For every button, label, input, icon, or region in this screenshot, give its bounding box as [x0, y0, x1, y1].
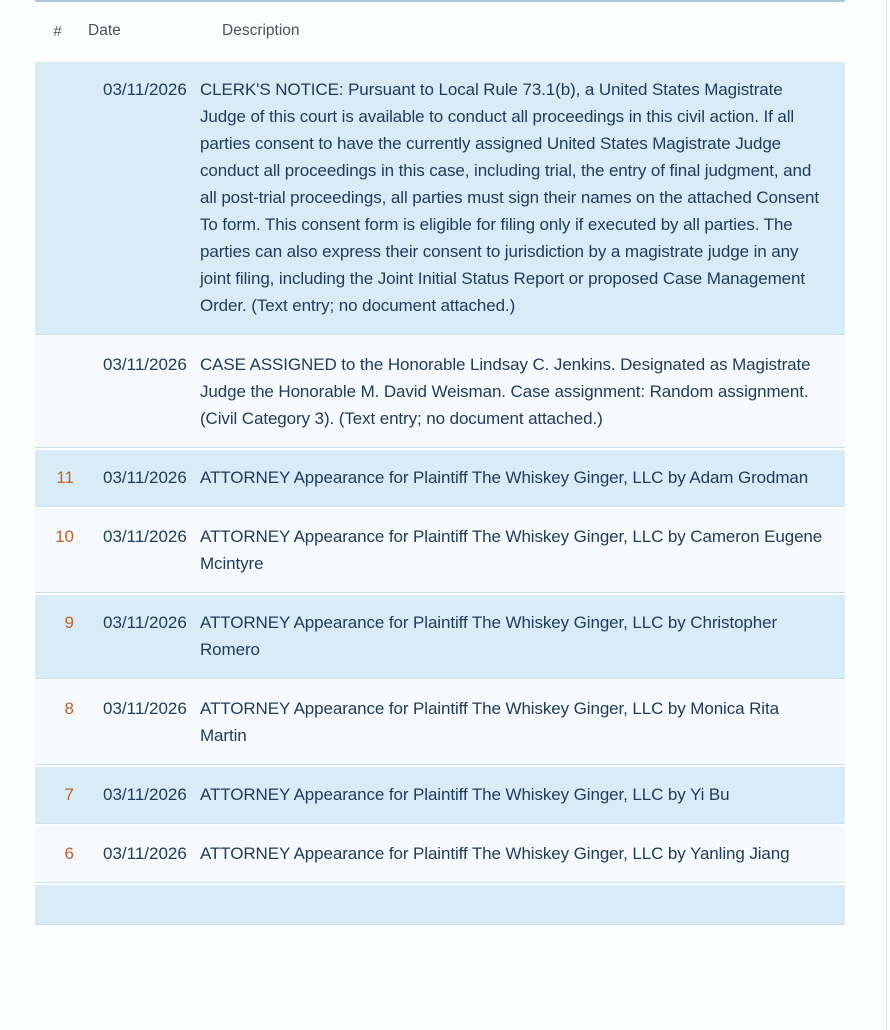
document-number-link[interactable]: 6: [64, 844, 74, 863]
entry-description: CLERK'S NOTICE: Pursuant to Local Rule 73.1(b), a United States Magistrate Judge of this court is available to conduct all proceedings in this civil action. If all parties consent to have the currently assigned United States Magistrate Judge conduct all proceedings in this case, including trial, the entry of final judgment, and all post-trial proceedings, all parties must sign their names on the attached Consent To form. This consent form is eligible for filing only if executed by all parties. The parties can also express their consent to jurisdiction by a magistrate judge in any joint filing, including the Joint Initial Status Report or proposed Case Management Order. (Text entry; no document attached.): [200, 80, 819, 315]
table-row: [35, 337, 845, 448]
table-row: [35, 767, 845, 824]
column-header-date: Date: [88, 22, 121, 39]
table-row: [35, 450, 845, 507]
entry-description: ATTORNEY Appearance for Plaintiff The Whiskey Ginger, LLC by Yanling Jiang: [200, 844, 790, 863]
entry-date: 03/11/2026: [103, 468, 187, 487]
page-right-border: [886, 0, 887, 1030]
docket-entries-table: [35, 0, 845, 927]
entry-date: 03/11/2026: [103, 844, 187, 863]
entry-date: 03/11/2026: [103, 527, 187, 546]
document-number-link[interactable]: 7: [64, 785, 74, 804]
entry-date: 03/11/2026: [103, 699, 187, 718]
table-row: [35, 681, 845, 765]
document-number-link[interactable]: 11: [56, 468, 74, 487]
document-number-link: [35, 351, 80, 432]
table-row: [35, 826, 845, 883]
document-number-link[interactable]: 8: [64, 699, 74, 718]
entry-description: ATTORNEY Appearance for Plaintiff The Whiskey Ginger, LLC by Christopher Romero: [200, 613, 778, 659]
table-row: [35, 595, 845, 679]
entry-date: 03/11/2026: [103, 785, 187, 804]
document-number-link[interactable]: 9: [64, 613, 74, 632]
table-row: [35, 509, 845, 593]
entry-description: ATTORNEY Appearance for Plaintiff The Whiskey Ginger, LLC by Monica Rita Martin: [200, 699, 779, 745]
entry-date: 03/11/2026: [103, 613, 187, 632]
table-row-partial: [35, 885, 845, 925]
entry-date: 03/11/2026: [103, 80, 187, 99]
column-header-number: #: [53, 22, 62, 40]
entry-description: ATTORNEY Appearance for Plaintiff The Whiskey Ginger, LLC by Yi Bu: [200, 785, 730, 804]
entry-description: ATTORNEY Appearance for Plaintiff The Whiskey Ginger, LLC by Adam Grodman: [200, 468, 809, 487]
table-header-row: [35, 2, 845, 60]
column-header-description: Description: [222, 22, 300, 39]
document-number-link: [35, 76, 80, 319]
table-row: [35, 62, 845, 335]
document-number-link[interactable]: 10: [55, 527, 74, 546]
docket-rows: [35, 62, 845, 883]
entry-description: ATTORNEY Appearance for Plaintiff The Whiskey Ginger, LLC by Cameron Eugene Mcintyre: [200, 527, 823, 573]
entry-date: 03/11/2026: [103, 355, 187, 374]
entry-description: CASE ASSIGNED to the Honorable Lindsay C. Jenkins. Designated as Magistrate Judge the Honorable M. David Weisman. Case assignment: Random assignment. (Civil Category 3). (Text entry; no document attached.): [200, 355, 811, 428]
